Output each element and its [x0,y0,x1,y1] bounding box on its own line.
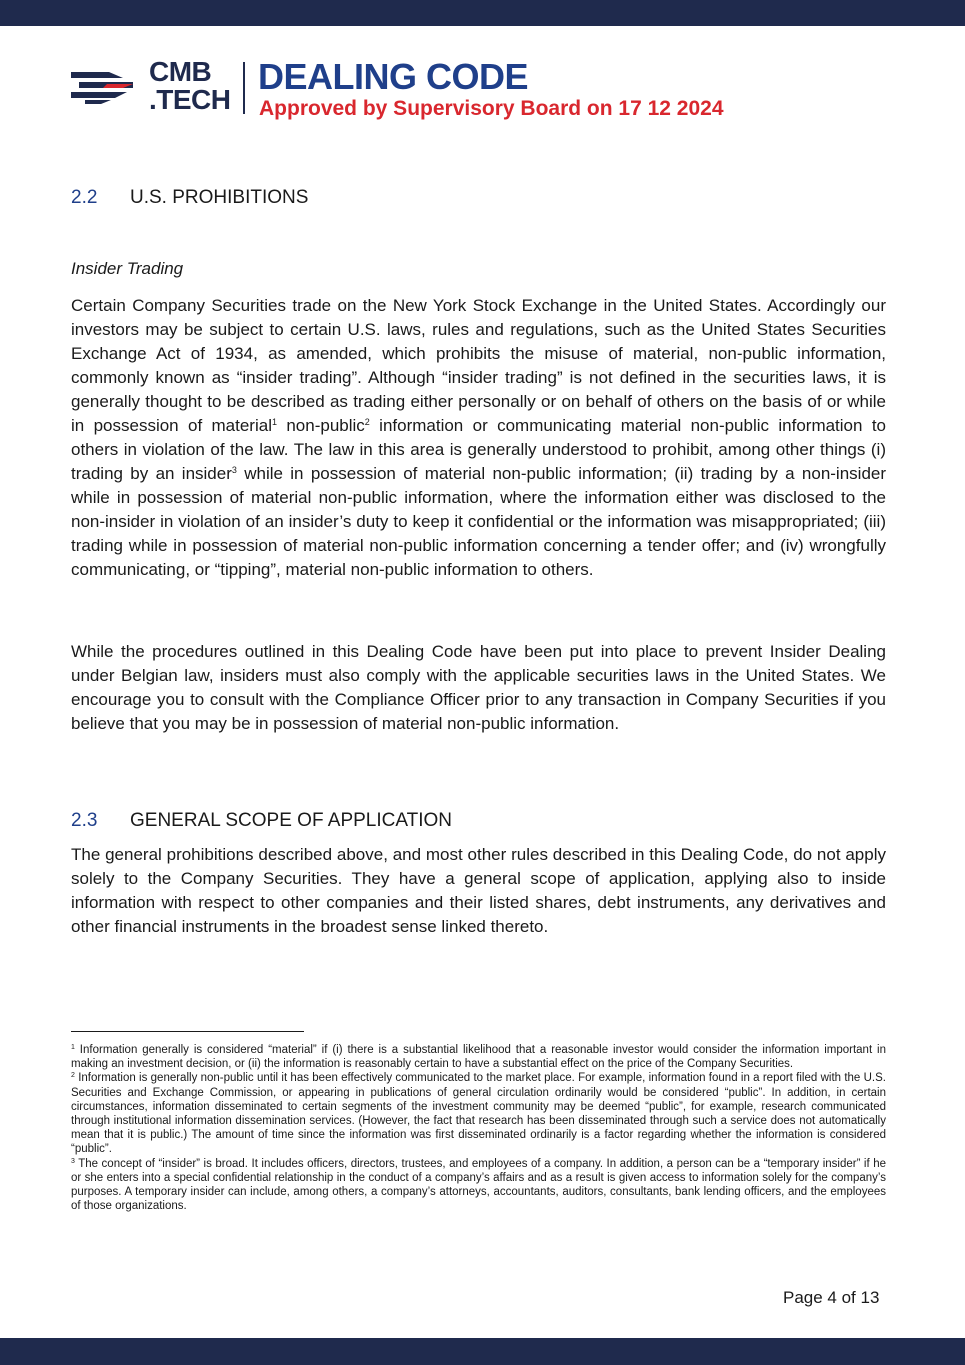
footnote-ref-1: 1 [271,417,277,427]
section-title: GENERAL SCOPE OF APPLICATION [130,810,453,831]
top-band [0,0,965,26]
section-2-2-heading [71,187,308,209]
header-divider [243,62,245,114]
footnotes [71,1043,886,1213]
logo-line1: CMB [149,56,212,87]
scope-paragraph: The general prohibitions described above, and most other rules described in this Dealing Code, do not apply solely to the Company Securities. They have a general scope of application, applying also to inside information with respect to other companies and their listed shares, debt instruments, any derivatives and other financial instruments in the broadest sense linked thereto. [71,845,886,936]
insider-trading-paragraph: Certain Company Securities trade on the New York Stock Exchange in the United States. Accordingly our investors may be subject to certain U.S. laws, rules and regulations, such as the United States Securities Exchange Act of 1934, as amended, which prohibits the misuse of material, non-public information, commonly known as “insider trading”. Although “insider trading” is not defined in the securities laws, it is generally thought to be described as trading either personally or on behalf of others on the basis of or while in possession of material$^1$ non-public$^2$ information or communicating material non-public information to others in violation of the law. The law in this area is generally understood to prohibit, among other things (i) trading by an insider$^3$ while in possession of material non-public information; (ii) trading by a non-insider while in possession of material non-public information, where the information either was disclosed to the non-insider in violation of an insider’s duty to keep it confidential or the information was misappropriated; (iii) trading while in possession of material non-public information concerning a tender offer; and (iv) wrongfully communicating, or “tipping”, material non-public information to others. [71,296,887,579]
footnote-3: $^3$ The concept of “insider” is broad. It includes officers, directors, trustees, and employees of a company. In addition, a person can be a “temporary insider” if he or she enters into a special confidential relationship in the conduct of a company’s affairs and as a result is given access to information solely for the company’s purposes. A temporary insider can include, among others, a company’s attorneys, accountants, auditors, consultants, bank lending officers, and the employees of those organizations. [71,1157,886,1213]
footnote-1: $^1$ Information generally is considered “material” if (i) there is a substantial likelihood that a reasonable investor would consider the information important in making an investment decision, or (ii) the information is reasonably certain to have a substantial effect on the price of the Company Securities. [71,1044,886,1071]
approval-subtitle: Approved by Supervisory Board on 17 12 2024 [259,97,724,120]
footnote-2: $^2$ Information is generally non-public until it has been effectively communicated to the market place. For example, information found in a report filed with the U.S. Securities and Exchange Commission, or appearing in publications of general circulation ordinarily would be considered “public”. In addition, in certain circumstances, information disseminated to certain segments of the investment community may be deemed “public”, for example, research communicated through institutional information dissemination services. (However, the fact that research has been disseminated through such a service does not automatically mean that it is public.) The amount of time since the information was first disseminated ordinarily is a factor regarding whether the information is considered “public”. [71,1072,886,1156]
footnote-ref-3: 3 [231,465,237,475]
insider-trading-subheading: Insider Trading [71,259,184,278]
footnote-separator [71,1031,304,1032]
document-title: DEALING CODE [258,56,529,97]
section-title: U.S. PROHIBITIONS [130,187,309,208]
section-2-3-heading [71,810,452,832]
belgian-law-paragraph: While the procedures outlined in this Dealing Code have been put into place to prevent Insider Dealing under Belgian law, insiders must also comply with the applicable securities laws in the United States. We encourage you to consult with the Compliance Officer prior to any transaction in Company Securities if you believe that you may be in possession of material non-public information. [71,642,886,733]
section-number: 2.2 [71,187,98,208]
logo-wordmark [149,58,231,114]
page-number: Page 4 of 13 [783,1288,880,1307]
logo-line2: .TECH [149,84,231,115]
section-number: 2.3 [71,810,98,831]
footnote-ref-2: 2 [364,417,370,427]
bottom-band [0,1338,965,1365]
